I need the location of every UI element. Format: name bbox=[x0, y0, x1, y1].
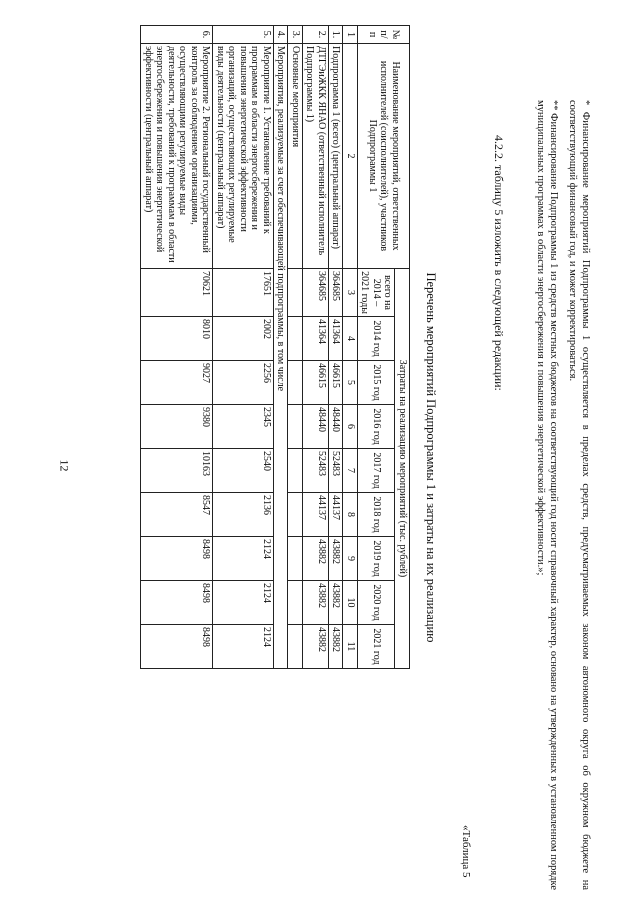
cell-value: 8010 bbox=[141, 317, 213, 361]
col-num: 2 bbox=[343, 44, 358, 269]
col-num: 11 bbox=[343, 625, 358, 669]
costs-table bbox=[141, 25, 411, 669]
col-num: 3 bbox=[343, 269, 358, 317]
cell-value: 48440 bbox=[329, 405, 344, 449]
header-year: 2014 год bbox=[358, 317, 396, 361]
cell-value: 44137 bbox=[329, 493, 344, 537]
cell-value: 2136 bbox=[213, 493, 274, 537]
row-name: ДТГЭиЖКК ЯНАО (ответственный исполнитель Подпрограммы 1) bbox=[303, 44, 329, 269]
cell-value: 52483 bbox=[303, 449, 329, 493]
cell-value: 43882 bbox=[303, 625, 329, 669]
header-row-1 bbox=[395, 26, 410, 669]
header-year: 2017 год bbox=[358, 449, 396, 493]
header-year: 2016 год bbox=[358, 405, 396, 449]
cell-value: 52483 bbox=[329, 449, 344, 493]
cell-value: 8498 bbox=[141, 625, 213, 669]
header-costs: Затраты на реализацию мероприятий (тыс. рублей) bbox=[395, 269, 410, 669]
header-total: всего на 2014 – 2021 годы bbox=[358, 269, 396, 317]
header-year: 2020 год bbox=[358, 581, 396, 625]
cell-value: 2002 bbox=[213, 317, 274, 361]
row-num: 4. bbox=[274, 26, 289, 44]
header-num: № п/п bbox=[358, 26, 410, 44]
row-num: 2. bbox=[303, 26, 329, 44]
table-row bbox=[288, 26, 303, 669]
column-number-row bbox=[343, 26, 358, 669]
col-num: 1 bbox=[343, 26, 358, 44]
row-num: 1. bbox=[329, 26, 344, 44]
cell-value: 43882 bbox=[303, 581, 329, 625]
table-row bbox=[274, 26, 289, 669]
cell-value: 43882 bbox=[303, 537, 329, 581]
table-row bbox=[329, 26, 344, 669]
cell-value: 43882 bbox=[329, 625, 344, 669]
row-name: Мероприятие 2. Региональный государственный контроль за соблюдением организациями, осуществляющими регулируемые виды деятельности, требований к программам в области энергосбережения и повышения энергетической эффективности (центральный аппарат) bbox=[141, 44, 213, 269]
row-num: 5. bbox=[213, 26, 274, 44]
footnote-2: ** Финансирование Подпрограммы 1 из средств местных бюджетов на соответствующий год носит справочный характер, основано на утвержденных в установленном порядке муниципальных программах в области энергосбережения и повышения энергетической эффективности.»; bbox=[535, 100, 559, 890]
row-num: 3. bbox=[288, 26, 303, 44]
cell-value: 2124 bbox=[213, 581, 274, 625]
cell-value: 46615 bbox=[303, 361, 329, 405]
cell-value: 9027 bbox=[141, 361, 213, 405]
cell-value: 2345 bbox=[213, 405, 274, 449]
table-row bbox=[303, 26, 329, 669]
cell-value: 70621 bbox=[141, 269, 213, 317]
col-num: 6 bbox=[343, 405, 358, 449]
table-row bbox=[213, 26, 274, 669]
row-num: 6. bbox=[141, 26, 213, 44]
header-year: 2021 год bbox=[358, 625, 396, 669]
cell-value: 2124 bbox=[213, 625, 274, 669]
cell-value: 17651 bbox=[213, 269, 274, 317]
cell-value: 364685 bbox=[303, 269, 329, 317]
header-year: 2015 год bbox=[358, 361, 396, 405]
header-year: 2018 год bbox=[358, 493, 396, 537]
col-num: 8 bbox=[343, 493, 358, 537]
row-name: Мероприятие 1. Установление требований к программам в области энергосбережения и повышения энергетической эффективности организаций, осуществляющих регулируемые виды деятельности (центральный аппарат) bbox=[213, 44, 274, 269]
col-num: 10 bbox=[343, 581, 358, 625]
cell-value: 43882 bbox=[329, 581, 344, 625]
row-name: Основные мероприятия bbox=[288, 44, 303, 269]
table-row bbox=[141, 26, 213, 669]
row-name: Мероприятия, реализуемые за счет обеспечивающей подпрограммы, в том числе bbox=[274, 44, 289, 669]
cell-value: 8498 bbox=[141, 581, 213, 625]
amendment-point: 4.2.2. таблицу 5 изложить в следующей редакции: bbox=[492, 135, 506, 391]
cell-value: 9380 bbox=[141, 405, 213, 449]
cell-value: 44137 bbox=[303, 493, 329, 537]
page-number: 12 bbox=[57, 459, 72, 472]
col-num: 9 bbox=[343, 537, 358, 581]
cell-value: 2256 bbox=[213, 361, 274, 405]
cell-value: 364685 bbox=[329, 269, 344, 317]
cell-value: 43882 bbox=[329, 537, 344, 581]
header-year: 2019 год bbox=[358, 537, 396, 581]
col-num: 7 bbox=[343, 449, 358, 493]
cell-value: 8498 bbox=[141, 537, 213, 581]
table-label: «Таблица 5 bbox=[460, 825, 472, 878]
row-name: Подпрограмма 1 (всего) (центральный аппарат) bbox=[329, 44, 344, 269]
cell-value: 41364 bbox=[329, 317, 344, 361]
col-num: 5 bbox=[343, 361, 358, 405]
col-num: 4 bbox=[343, 317, 358, 361]
header-name: Наименование мероприятий, ответственных исполнителей (соисполнителей), участников Подпрограммы 1 bbox=[358, 44, 410, 269]
rotated-page bbox=[0, 10, 640, 905]
table-caption: Перечень мероприятий Подпрограммы 1 и затраты на их реализацию bbox=[424, 272, 438, 643]
cell-value: 10163 bbox=[141, 449, 213, 493]
cell-value: 48440 bbox=[303, 405, 329, 449]
cell-value: 8547 bbox=[141, 493, 213, 537]
cell-value: 41364 bbox=[303, 317, 329, 361]
cell-value: 2124 bbox=[213, 537, 274, 581]
footnote-1: * Финансирование мероприятий Подпрограммы 1 осуществляется в пределах средств, предусматриваемых законом автономного округа об окружном бюджете на соответствующий финансовый год, и может корректироваться. bbox=[567, 100, 591, 890]
cell-value: 2540 bbox=[213, 449, 274, 493]
cell-value: 46615 bbox=[329, 361, 344, 405]
